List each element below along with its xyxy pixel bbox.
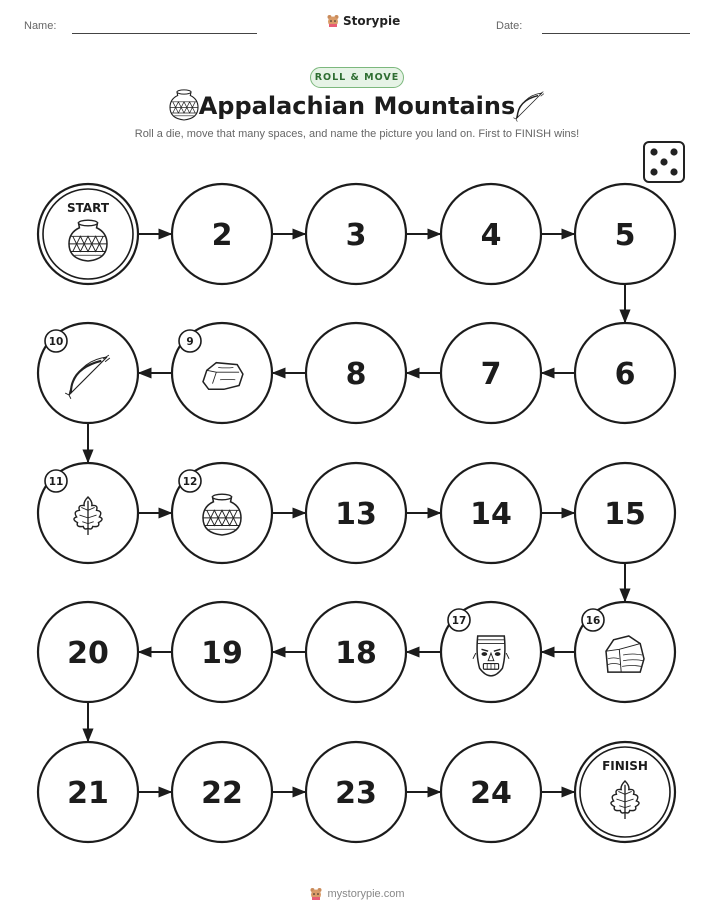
dice-five-icon [644,142,684,182]
space-number: 5 [614,218,636,253]
space-number: 20 [67,636,109,671]
board-space-15[interactable] [575,463,675,563]
space-number: 7 [480,357,502,392]
start-label: START [66,201,110,215]
space-number-badge: 10 [48,336,64,348]
board-space-22[interactable] [172,742,272,842]
space-number: 21 [67,776,109,811]
space-number: 2 [211,218,233,253]
board-space-14[interactable] [441,463,541,563]
board-space-18[interactable] [306,602,406,702]
board-space-24[interactable] [441,742,541,842]
board-space-3[interactable] [306,184,406,284]
space-number: 6 [614,357,636,392]
space-number-badge: 17 [451,615,467,627]
board-space-17[interactable] [441,602,541,702]
board-space-7[interactable] [441,323,541,423]
board-space-2[interactable] [172,184,272,284]
page-title: Appalachian Mountains [198,92,516,120]
brand-name: Storypie [343,14,401,28]
board-space-10[interactable] [38,323,138,423]
bow-icon [513,92,544,122]
board-space-5[interactable] [575,184,675,284]
board-space-25[interactable] [575,742,675,842]
date-label: Date: [496,20,523,32]
board-space-8[interactable] [306,323,406,423]
space-number: 24 [470,776,512,811]
board-space-19[interactable] [172,602,272,702]
board-space-20[interactable] [38,602,138,702]
footer [0,887,714,901]
space-number-badge: 12 [182,476,198,488]
board-space-1[interactable] [38,184,138,284]
board-spaces [38,184,675,842]
board-space-12[interactable] [172,463,272,563]
board-space-16[interactable] [575,602,675,702]
space-number: 18 [335,636,377,671]
space-number: 19 [201,636,243,671]
space-number: 4 [480,218,502,253]
space-number-badge: 11 [48,476,64,488]
finish-label: FINISH [602,759,648,773]
footer-url[interactable]: mystorypie.com [327,888,405,900]
board-space-11[interactable] [38,463,138,563]
space-number: 23 [335,776,377,811]
board-space-4[interactable] [441,184,541,284]
name-label: Name: [24,20,57,32]
space-number-badge: 16 [585,615,601,627]
space-number: 8 [345,357,367,392]
space-number: 14 [470,497,512,532]
pottery-icon [170,90,198,120]
space-number-badge: 9 [186,336,194,348]
instructions: Roll a die, move that many spaces, and name the picture you land on. First to FINISH wins! [134,128,580,140]
board-space-23[interactable] [306,742,406,842]
space-number: 3 [345,218,367,253]
board-space-21[interactable] [38,742,138,842]
space-number: 13 [335,497,377,532]
board-space-6[interactable] [575,323,675,423]
bear-mascot-icon [309,887,323,901]
board-space-9[interactable] [172,323,272,423]
board-space-13[interactable] [306,463,406,563]
space-number: 22 [201,776,243,811]
roll-move-badge: ROLL & MOVE [310,67,404,88]
space-number: 15 [604,497,646,532]
